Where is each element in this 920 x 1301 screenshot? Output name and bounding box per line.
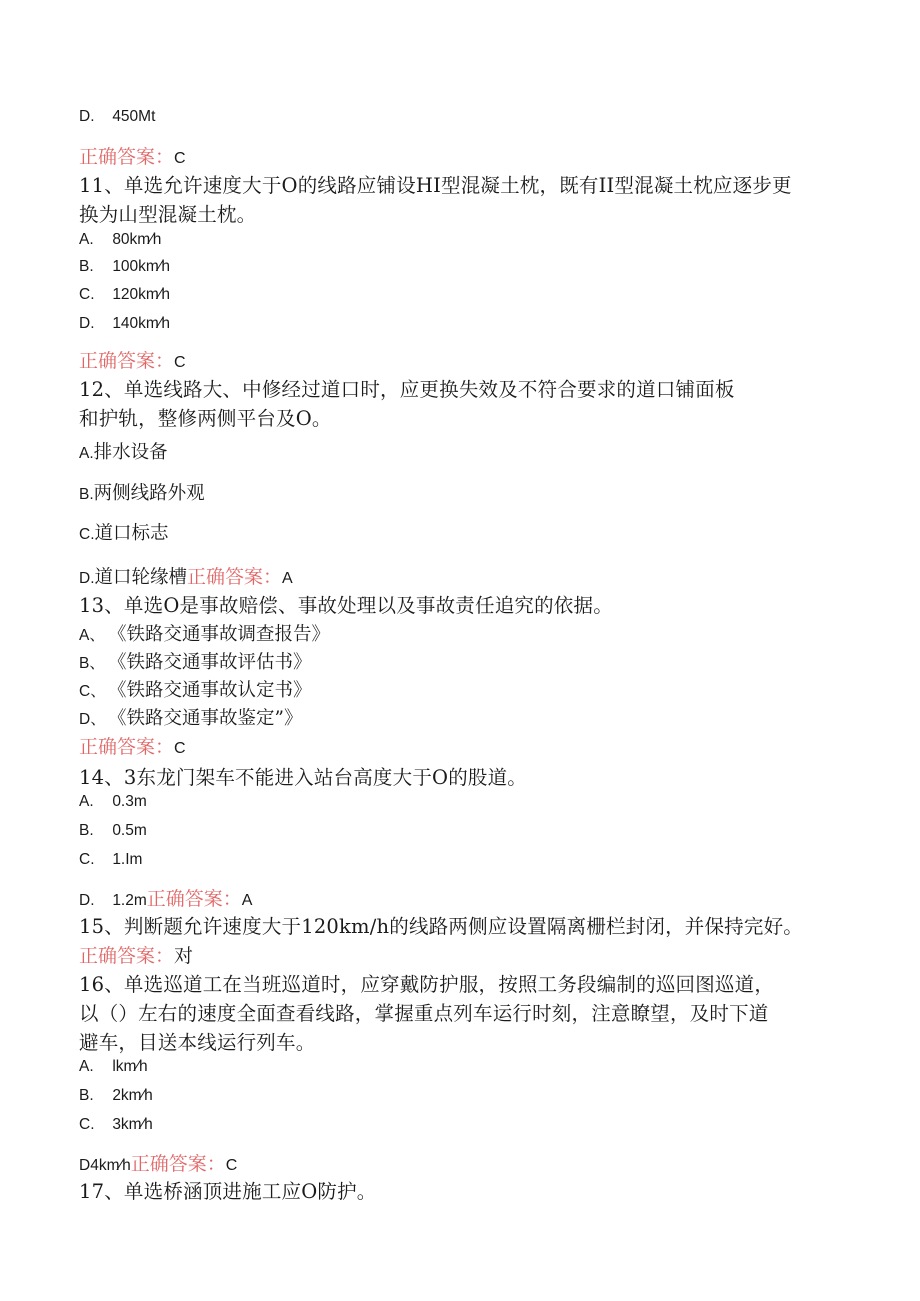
option-d-with-answer: D. 1.2m正确答案：A	[79, 889, 253, 910]
option-d: D. 140km∕h	[79, 315, 171, 332]
question-16-cont: 避车，目送本线运行列车。	[79, 1031, 316, 1054]
option-d-with-answer: D4km∕h正确答案：C	[79, 1154, 238, 1175]
question-12-cont: 和护轨，整修两侧平台及O。	[79, 407, 332, 430]
question-14: 14、3东龙门架车不能进入站台高度大于O的股道。	[79, 766, 528, 789]
question-15: 15、判断题允许速度大于120km∕h的线路两侧应设置隔离栅栏封闭，并保持完好。	[79, 915, 803, 938]
option-d: D. 450Mt	[79, 108, 156, 125]
option-d-with-answer: D.道口轮缘槽正确答案：A	[79, 566, 293, 588]
option-b: B、 《铁路交通事故评估书》	[79, 652, 312, 673]
option-c: C.道口标志	[79, 523, 169, 544]
answer-line: 正确答案：C	[79, 146, 186, 168]
option-b: B. 2km∕h	[79, 1087, 153, 1104]
answer-line: 正确答案：对	[79, 945, 194, 967]
option-c: C. 3km∕h	[79, 1116, 153, 1133]
option-a: A、 《铁路交通事故调查报告》	[79, 624, 331, 645]
option-b: B.两侧线路外观	[79, 483, 205, 504]
option-c: C. 1.Im	[79, 851, 143, 868]
question-11-cont: 换为山型混凝土枕。	[79, 203, 257, 226]
question-12: 12、单选线路大、中修经过道口时，应更换失效及不符合要求的道口铺面板	[79, 378, 735, 401]
question-16-cont: 以（）左右的速度全面查看线路，掌握重点列车运行时刻，注意瞭望，及时下道	[79, 1002, 769, 1025]
option-a: A. lkm∕h	[79, 1058, 148, 1075]
question-17: 17、单选桥涵顶进施工应O防护。	[79, 1180, 377, 1203]
answer-line: 正确答案：C	[79, 350, 186, 372]
option-d: D、 《铁路交通事故鉴定”》	[79, 708, 303, 729]
option-b: B. 100km∕h	[79, 258, 171, 275]
option-a: A. 0.3m	[79, 793, 147, 810]
question-16: 16、单选巡道工在当班巡道时，应穿戴防护服，按照工务段编制的巡回图巡道，	[79, 973, 775, 996]
option-c: C、 《铁路交通事故认定书》	[79, 680, 312, 701]
option-a: A.排水设备	[79, 442, 168, 463]
question-11: 11、单选允许速度大于O的线路应铺设HI型混凝土枕，既有II型混凝土枕应逐步更	[79, 174, 792, 197]
question-13: 13、单选O是事故赔偿、事故处理以及事故责任追究的依据。	[79, 594, 613, 617]
option-b: B. 0.5m	[79, 822, 147, 839]
option-c: C. 120km∕h	[79, 286, 171, 303]
answer-line: 正确答案：C	[79, 736, 186, 758]
option-a: A. 80km∕h	[79, 231, 162, 248]
